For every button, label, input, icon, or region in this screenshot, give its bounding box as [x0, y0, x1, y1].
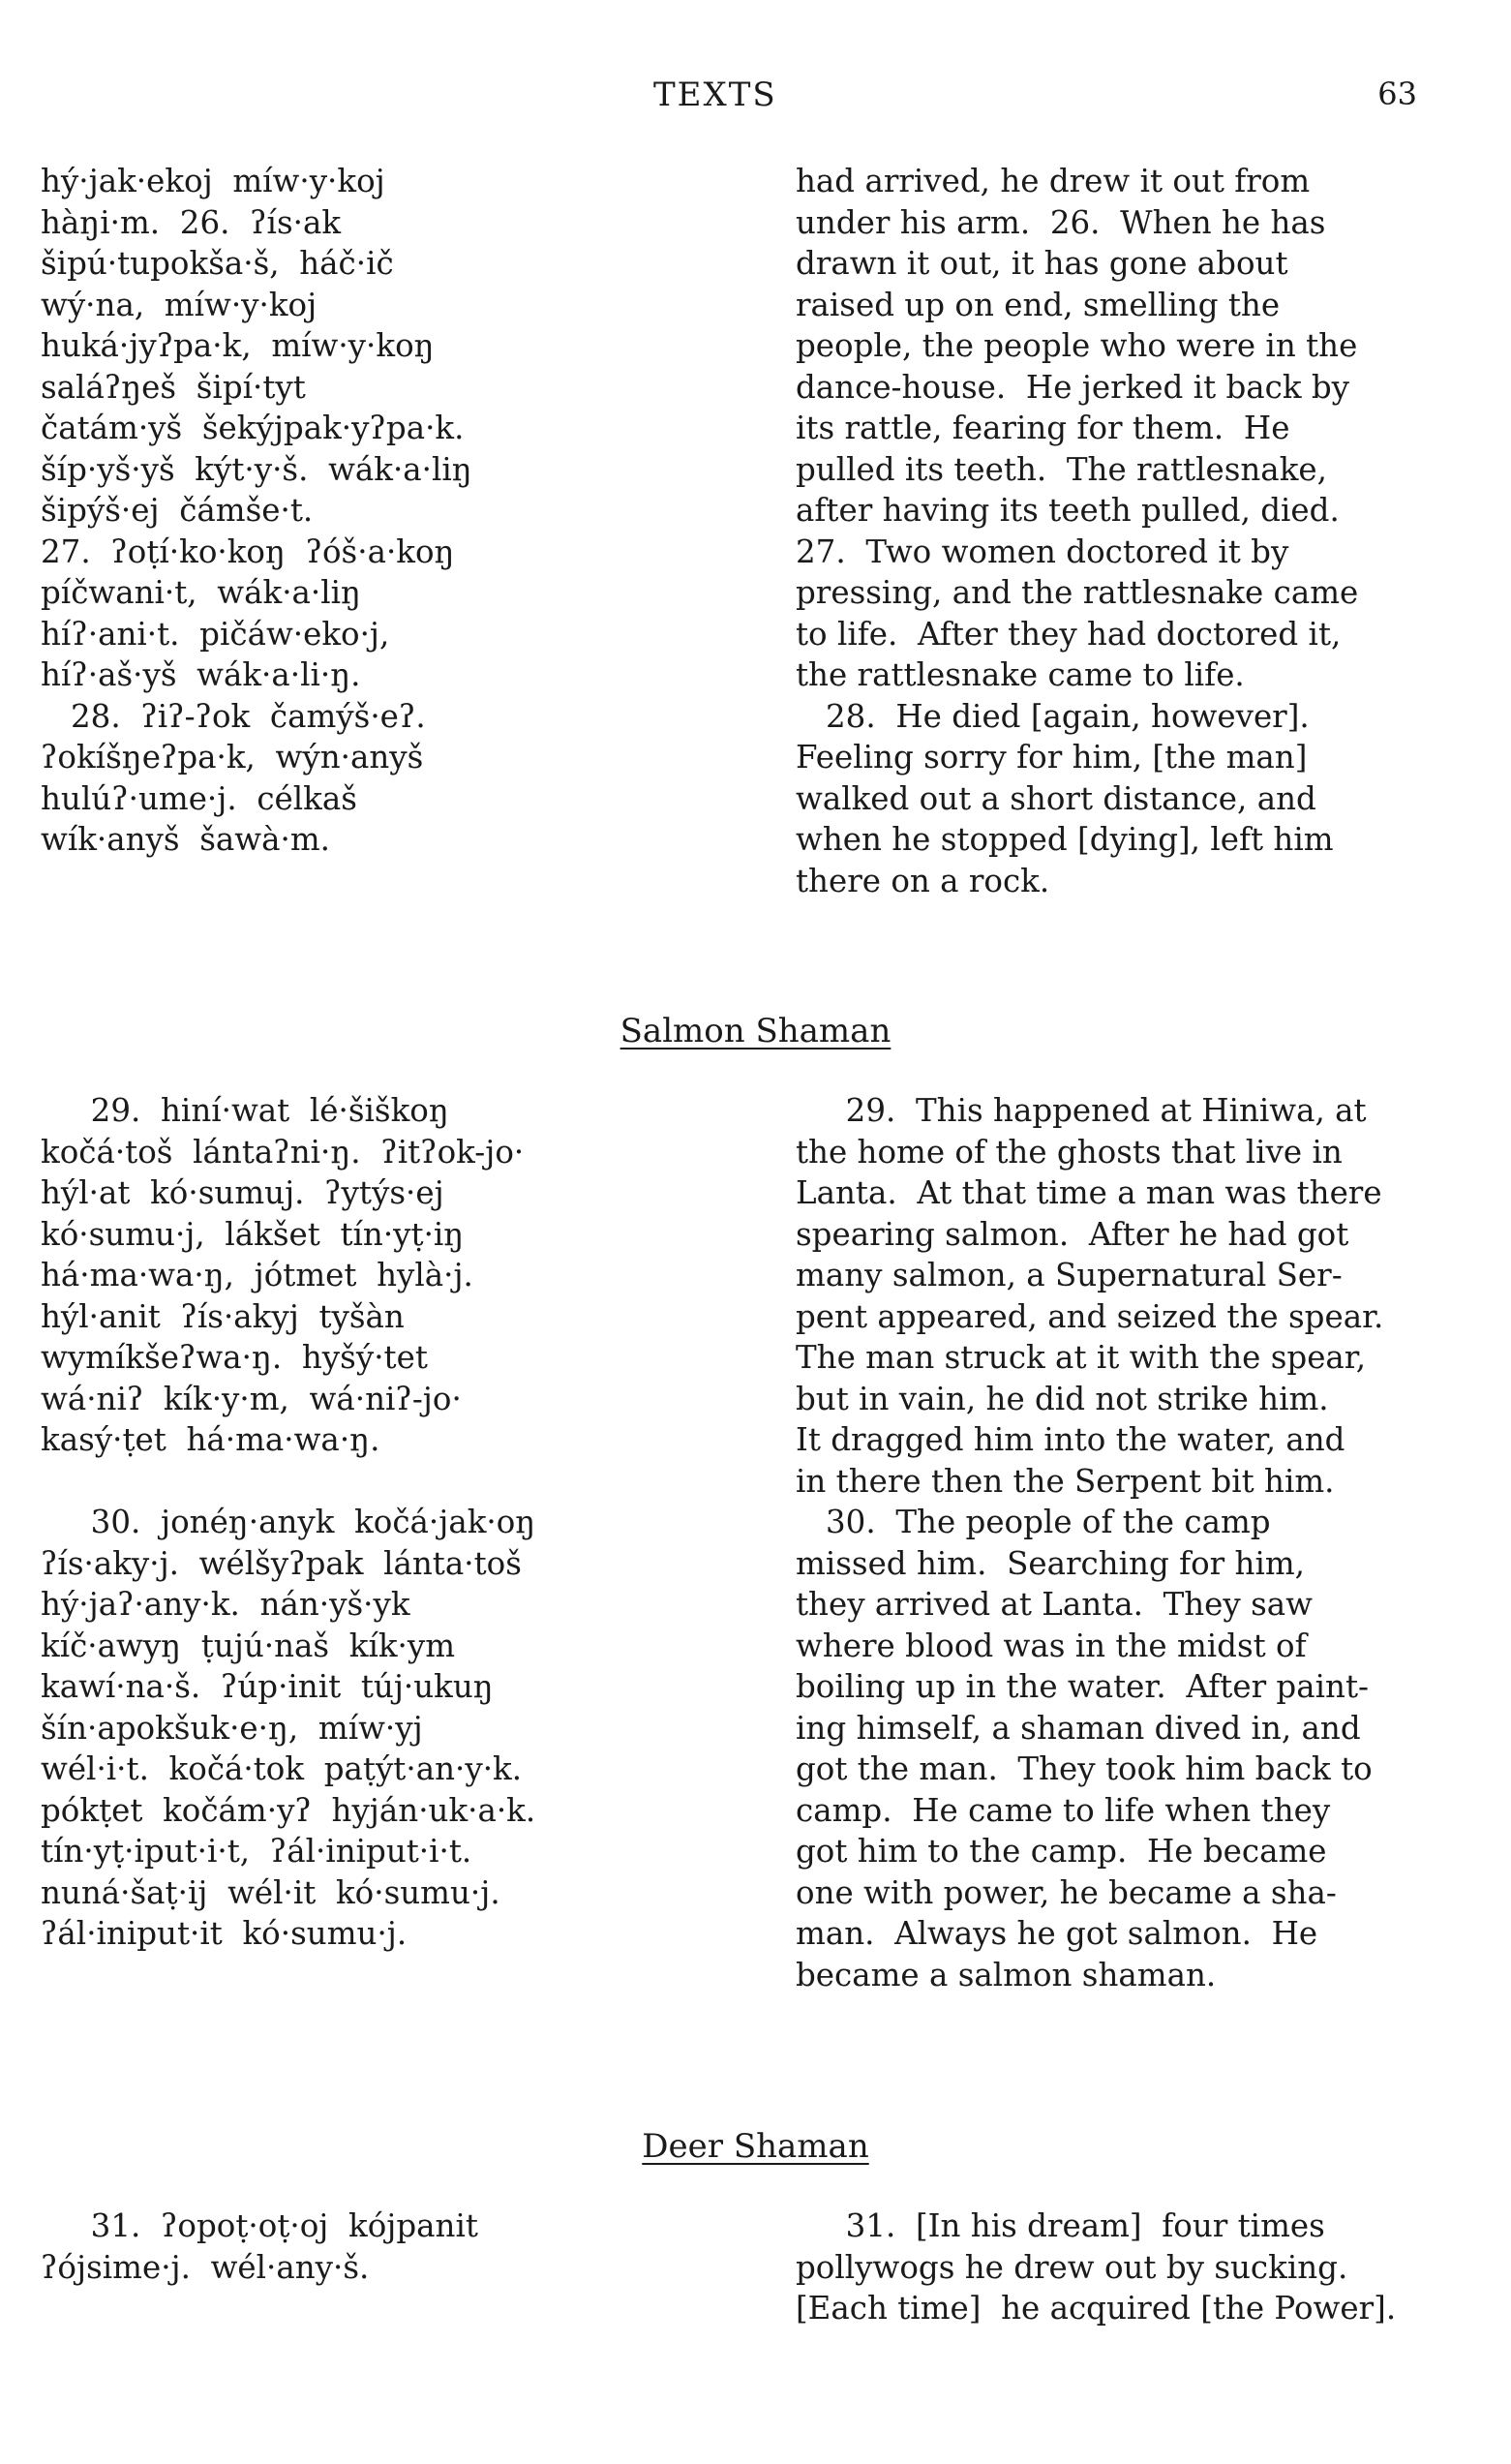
text-line: people, the people who were in the	[796, 327, 1358, 364]
text-line: got him to the camp. He became	[796, 1833, 1327, 1870]
text-line: hýl·anit ʔís·akyj tyšàn	[41, 1297, 405, 1335]
text-line: became a salmon shaman.	[796, 1956, 1217, 1993]
text-line: its rattle, fearing for them. He	[796, 410, 1290, 446]
text-line: hàŋi·m. 26. ʔís·ak	[41, 203, 342, 241]
section-title-deer-shaman: Deer Shaman	[642, 2127, 869, 2166]
text-line: 30. jonéŋ·anyk kočá·jak·oŋ	[41, 1504, 536, 1540]
text-line: šín·apokšuk·e·ŋ, míw·yj	[41, 1709, 423, 1747]
text-line: boiling up in the water. After paint-	[796, 1668, 1369, 1705]
text-line: 27. Two women doctored it by	[796, 532, 1289, 570]
text-line: [Each time] he acquired [the Power].	[796, 2290, 1397, 2327]
text-line: híʔ·ani·t. pičáw·eko·j,	[41, 615, 390, 653]
text-line: had arrived, he drew it out from	[796, 163, 1311, 199]
text-line: ʔál·iniput·it kó·sumu·j.	[41, 1915, 408, 1952]
english-translation-column	[796, 1090, 1383, 1995]
text-line: Lanta. At that time a man was there	[796, 1174, 1382, 1211]
text-line: hý·jak·ekoj míw·y·koj	[41, 163, 385, 199]
text-line: when he stopped [dying], left him	[796, 821, 1334, 858]
text-line: 28. He died [again, however].	[796, 697, 1310, 735]
text-line: hý·jaʔ·any·k. nán·yš·yk	[41, 1586, 410, 1623]
text-line: ʔís·aky·j. wélšyʔpak lánta·toš	[41, 1544, 522, 1582]
text-line: 29. hiní·wat lé·šiškoŋ	[41, 1092, 449, 1129]
text-line: where blood was in the midst of	[796, 1627, 1307, 1664]
text-line: 29. This happened at Hiniwa, at	[796, 1092, 1367, 1129]
text-line: walked out a short distance, and	[796, 779, 1316, 817]
text-line: kó·sumu·j, lákšet tín·yṭ·iŋ	[41, 1215, 465, 1253]
page-number: 63	[1377, 76, 1417, 112]
text-line: šipýš·ej čámše·t.	[41, 492, 314, 529]
text-line: wík·anyš šawà·m.	[41, 821, 330, 858]
text-line: kočá·toš lántaʔni·ŋ. ʔitʔok-jo·	[41, 1133, 525, 1171]
native-text-column	[41, 161, 472, 861]
text-line: under his arm. 26. When he has	[796, 203, 1326, 241]
text-line: man. Always he got salmon. He	[796, 1915, 1318, 1952]
text-line: wymíkšeʔwa·ŋ. hyšý·tet	[41, 1339, 428, 1376]
section-title-salmon-shaman: Salmon Shaman	[620, 1012, 891, 1050]
text-line: missed him. Searching for him,	[796, 1544, 1306, 1582]
text-line: wá·niʔ kík·y·m, wá·niʔ-jo·	[41, 1380, 462, 1417]
text-line: pókṭet kočám·yʔ hyján·uk·a·k.	[41, 1791, 536, 1829]
text-line: 30. The people of the camp	[796, 1504, 1271, 1540]
text-line: wél·i·t. kočá·tok paṭýt·an·y·k.	[41, 1750, 523, 1787]
text-line: 28. ʔiʔ-ʔok čamýš·eʔ.	[41, 697, 426, 735]
text-line: híʔ·aš·yš wák·a·li·ŋ.	[41, 656, 361, 693]
running-head: TEXTS	[653, 76, 777, 114]
text-line: after having its teeth pulled, died.	[796, 492, 1340, 529]
text-line: šíp·yš·yš kýt·y·š. wák·a·liŋ	[41, 450, 472, 488]
text-line: há·ma·wa·ŋ, jótmet hylà·j.	[41, 1257, 473, 1293]
text-line: kawí·na·š. ʔúp·init túj·ukuŋ	[41, 1668, 494, 1705]
text-line: got the man. They took him back to	[796, 1750, 1373, 1787]
text-line: one with power, he became a sha-	[796, 1873, 1337, 1911]
text-line: pressing, and the rattlesnake came	[796, 574, 1359, 611]
text-line: but in vain, he did not strike him.	[796, 1380, 1329, 1417]
text-line: hýl·at kó·sumuj. ʔytýs·ej	[41, 1174, 444, 1211]
text-line: pent appeared, and seized the spear.	[796, 1297, 1384, 1335]
text-line: saláʔŋeš šipí·tyt	[41, 368, 306, 406]
text-line: huká·jyʔpa·k, míw·y·koŋ	[41, 327, 435, 364]
text-line: The man struck at it with the spear,	[796, 1339, 1367, 1376]
text-line: the rattlesnake came to life.	[796, 656, 1245, 693]
text-line: 27. ʔoṭí·ko·koŋ ʔóš·a·koŋ	[41, 532, 455, 570]
text-line: to life. After they had doctored it,	[796, 615, 1342, 653]
text-line: in there then the Serpent bit him.	[796, 1462, 1335, 1500]
text-line: 31. [In his dream] four times	[796, 2207, 1325, 2244]
text-line: spearing salmon. After he had got	[796, 1215, 1349, 1253]
text-line: ʔokíšŋeʔpa·k, wýn·anyš	[41, 739, 424, 776]
text-line: Feeling sorry for him, [the man]	[796, 739, 1308, 776]
text-line: čatám·yš šekýjpak·yʔpa·k.	[41, 410, 465, 446]
text-line: ing himself, a shaman dived in, and	[796, 1709, 1361, 1747]
text-line: they arrived at Lanta. They saw	[796, 1586, 1313, 1623]
text-line: nuná·šaṭ·ij wél·it kó·sumu·j.	[41, 1873, 500, 1911]
text-line: kíč·awyŋ ṭujú·naš kík·ym	[41, 1627, 456, 1664]
text-line: kasý·ṭet há·ma·wa·ŋ.	[41, 1421, 380, 1458]
text-line: hulúʔ·ume·j. célkaš	[41, 779, 357, 817]
text-line: ʔójsime·j. wél·any·š.	[41, 2248, 370, 2286]
text-line: 31. ʔopoṭ·oṭ·oj kójpanit	[41, 2207, 478, 2244]
text-line: the home of the ghosts that live in	[796, 1133, 1343, 1171]
text-line: pollywogs he drew out by sucking.	[796, 2248, 1348, 2286]
text-line: raised up on end, smelling the	[796, 286, 1281, 323]
text-line: tín·yṭ·iput·i·t, ʔál·iniput·i·t.	[41, 1833, 472, 1870]
text-line: many salmon, a Supernatural Ser-	[796, 1257, 1343, 1293]
native-text-column	[41, 1090, 535, 1955]
text-line: píčwani·t, wák·a·liŋ	[41, 574, 361, 611]
english-translation-column	[796, 161, 1358, 901]
text-line: It dragged him into the water, and	[796, 1421, 1345, 1458]
english-translation-column	[796, 2205, 1396, 2329]
native-text-column	[41, 2205, 478, 2288]
text-line: šipú·tupokša·š, háč·ič	[41, 245, 394, 282]
text-line: camp. He came to life when they	[796, 1791, 1331, 1829]
text-line: dance-house. He jerked it back by	[796, 368, 1350, 406]
text-line: wý·na, míw·y·koj	[41, 286, 317, 323]
text-line	[41, 1461, 535, 1503]
page-header	[0, 76, 1511, 124]
text-line: pulled its teeth. The rattlesnake,	[796, 450, 1327, 488]
text-line: drawn it out, it has gone about	[796, 245, 1288, 282]
text-line: there on a rock.	[796, 862, 1050, 899]
